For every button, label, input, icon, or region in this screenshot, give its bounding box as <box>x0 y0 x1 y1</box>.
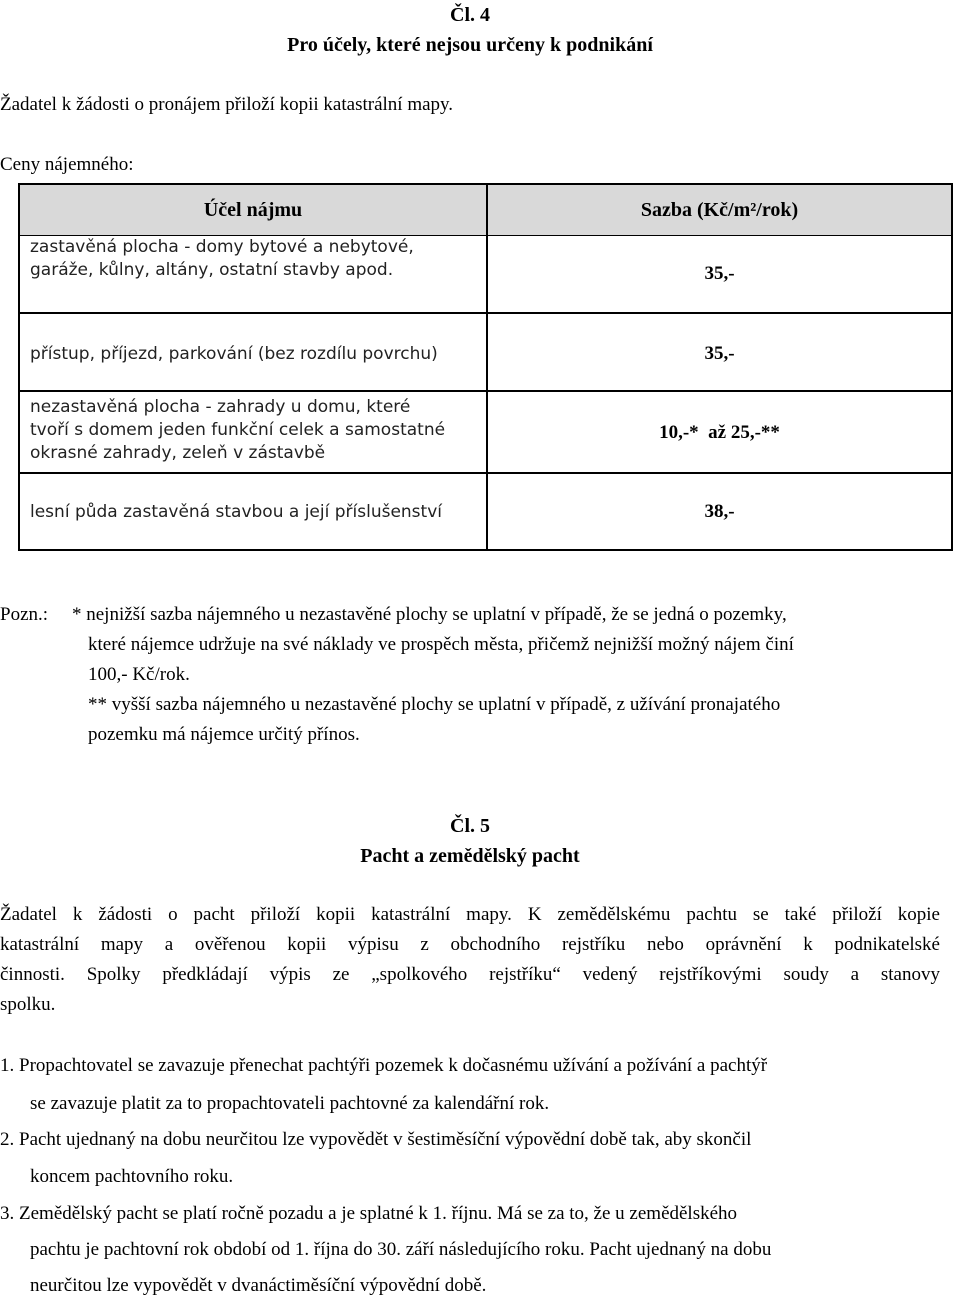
article-4-number: Čl. 4 <box>450 4 490 26</box>
table-row-1-rate: 35,- <box>704 263 735 284</box>
article-5-paragraph-line: spolku. <box>0 994 56 1015</box>
article-4-intro: Žadatel k žádosti o pronájem přiloží kopii katastrální mapy. <box>0 94 454 115</box>
note-line: * nejnižší sazba nájemného u nezastavěné plochy se uplatní v případě, že se jedná o pozemky, <box>72 604 787 625</box>
list-item-2-line-1: 2. Pacht ujednaný na dobu neurčitou lze vypovědět v šestiměsíční výpovědní době tak, aby skončil <box>0 1129 752 1150</box>
list-item-2-line-2: koncem pachtovního roku. <box>30 1166 234 1187</box>
note-label: Pozn.: <box>0 604 49 625</box>
list-item-3-line-1: 3. Zemědělský pacht se platí ročně pozadu a je splatné k 1. říjnu. Má se za to, že u zemědělského <box>0 1203 738 1224</box>
rent-table <box>18 183 953 551</box>
article-5-paragraph-line: katastrální mapy a ověřenou kopii výpisu z obchodního rejstříku nebo oprávnění k podnikatelské <box>0 934 940 955</box>
table-row-2-rate: 35,- <box>704 343 735 364</box>
list-item-3-line-3: neurčitou lze vypovědět v dvanáctiměsíční výpovědní době. <box>30 1275 487 1296</box>
header-rate: Sazba (Kč/m²/rok) <box>640 198 799 221</box>
article-5-number: Čl. 5 <box>450 815 490 837</box>
article-5-paragraph-line: Žadatel k žádosti o pacht přiloží kopii katastrální mapy. K zemědělskému pachtu se také přiloží kopie <box>0 904 940 925</box>
table-row-4-rate: 38,- <box>704 501 735 522</box>
note-line: pozemku má nájemce určitý přínos. <box>88 724 360 745</box>
table-header <box>20 185 951 236</box>
note-line: ** vyšší sazba nájemného u nezastavěné plochy se uplatní v případě, z užívání pronajatého <box>88 694 781 715</box>
article-4-title: Pro účely, které nejsou určeny k podnikání <box>287 34 653 56</box>
row-divider <box>20 390 951 392</box>
article-5-title: Pacht a zemědělský pacht <box>360 845 580 867</box>
list-item-3-line-2: pachtu je pachtovní rok období od 1. října do 30. září následujícího roku. Pacht ujednaný na dobu <box>30 1239 772 1260</box>
table-row-4-purpose: lesní půda zastavěná stavbou a její příslušenství <box>30 502 442 522</box>
table-row-3-purpose: nezastavěná plocha - zahrady u domu, které tvoří s domem jeden funkční celek a samostatné okrasné zahrady, zeleň v zástavbě <box>30 397 446 463</box>
row-divider <box>20 312 951 314</box>
table-row-1-purpose: zastavěná plocha - domy bytové a nebytové, garáže, kůlny, altány, ostatní stavby apod. <box>30 237 414 280</box>
article-5-paragraph-line: činnosti. Spolky předkládají výpis ze „spolkového rejstříku“ vedený rejstříkovými soudy a stanovy <box>0 964 940 985</box>
note-line: 100,- Kč/rok. <box>88 664 190 685</box>
table-row-3-rate: 10,-* až 25,-** <box>659 422 780 443</box>
prices-label: Ceny nájemného: <box>0 154 134 175</box>
list-item-1-line-2: se zavazuje platit za to propachtovateli pachtovné za kalendářní rok. <box>30 1093 550 1114</box>
note-line: které nájemce udržuje na své náklady ve prospěch města, přičemž nejnižší možný nájem činí <box>88 634 794 655</box>
header-purpose: Účel nájmu <box>20 185 488 235</box>
list-item-1-line-1: 1. Propachtovatel se zavazuje přenechat pachtýři pozemek k dočasnému užívání a požívání a pachtýř <box>0 1055 768 1076</box>
table-row-2-purpose: přístup, příjezd, parkování (bez rozdílu povrchu) <box>30 344 438 364</box>
row-divider <box>20 472 951 474</box>
